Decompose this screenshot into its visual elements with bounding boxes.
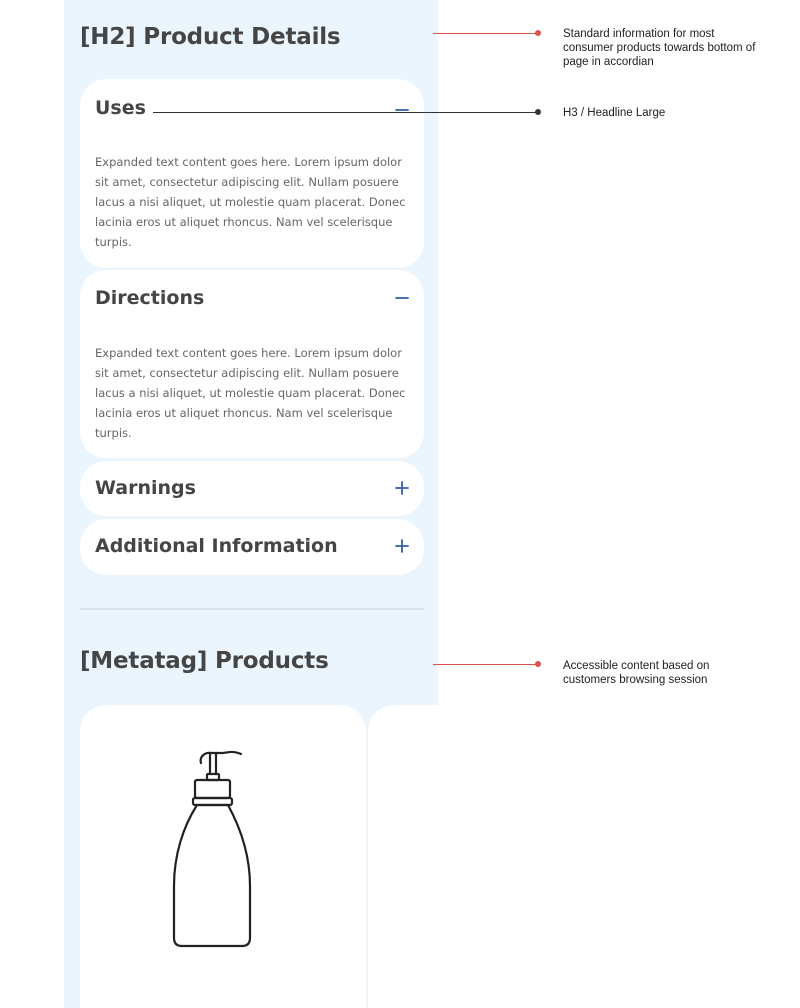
plus-icon[interactable]	[394, 538, 410, 554]
accordion-body-uses: Expanded text content goes here. Lorem ipsum dolor sit amet, consectetur adipiscing elit. Nullam posuere lacus a nisi aliquet, ut molestie quam placerat. Donec lacinia eros ut aliquet rhoncus. Nam vel scelerisque turpis.	[95, 155, 406, 249]
product-card[interactable]	[80, 705, 366, 1008]
mobile-frame	[64, 0, 438, 1008]
annotation-dot	[535, 661, 541, 667]
annotation-products: Accessible content based on customers browsing session	[563, 660, 710, 686]
annotation-dot	[535, 109, 541, 115]
accordion-title-warnings[interactable]: Warnings	[95, 477, 196, 499]
product-details-heading: [H2] Product Details	[80, 24, 341, 50]
minus-icon[interactable]	[394, 290, 410, 306]
minus-icon[interactable]	[394, 102, 410, 118]
product-card-next[interactable]	[368, 705, 438, 1008]
accordion-body-directions: Expanded text content goes here. Lorem ipsum dolor sit amet, consectetur adipiscing elit. Nullam posuere lacus a nisi aliquet, ut molestie quam placerat. Donec lacinia eros ut aliquet rhoncus. Nam vel scelerisque turpis.	[95, 346, 406, 440]
section-divider	[80, 608, 424, 610]
accordion-title-uses[interactable]: Uses	[95, 97, 146, 119]
accordion-item-additional-information[interactable]	[80, 519, 424, 575]
plus-icon[interactable]	[394, 480, 410, 496]
accordion-item-directions	[80, 270, 424, 458]
pump-bottle-icon	[168, 743, 268, 953]
annotation-connector	[433, 664, 537, 665]
accordion-title-additional-information[interactable]: Additional Information	[95, 535, 338, 557]
annotation-connector	[433, 33, 537, 34]
accordion-item-warnings[interactable]	[80, 461, 424, 516]
annotation-connector	[153, 112, 537, 113]
accordion-item-uses	[80, 79, 424, 268]
accordion-title-directions[interactable]: Directions	[95, 287, 205, 309]
annotation-headline: H3 / Headline Large	[563, 107, 666, 119]
annotation-dot	[535, 30, 541, 36]
annotation-product-details: Standard information for most consumer products towards bottom of page in accordian	[563, 28, 756, 68]
products-heading: [Metatag] Products	[80, 648, 329, 674]
